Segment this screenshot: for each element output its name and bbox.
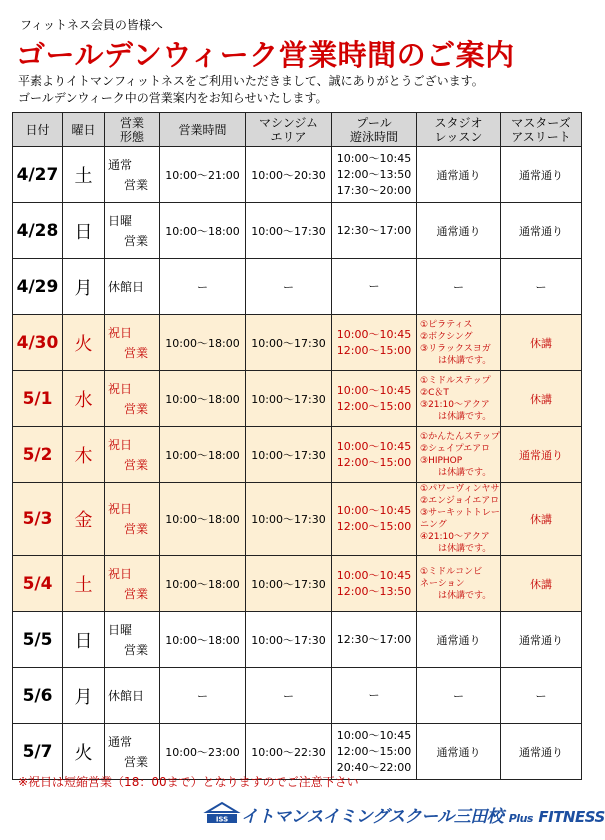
cell-masters: ー [501, 668, 582, 724]
studio-line: ネーション [420, 578, 465, 589]
cell-masters: 通常通り [501, 427, 582, 483]
table-row [13, 483, 582, 556]
cell-hours: 10:00～18:00 [160, 203, 246, 259]
pool-time: 10:00～10:45 [336, 151, 412, 165]
cell-date: 4/29 [13, 259, 63, 315]
cell-machine: ー [246, 259, 332, 315]
cell-type: 祝日 営業 [105, 427, 160, 483]
cell-hours: 10:00～18:00 [160, 556, 246, 612]
cell-masters: 通常通り [501, 147, 582, 203]
logo-text: イトマンスイミングスクール三田校 Plus FITNESS [241, 807, 605, 827]
cell-studio: 通常通り [417, 724, 501, 780]
cell-type: 日曜 営業 [105, 612, 160, 668]
cell-dow: 水 [63, 371, 105, 427]
cell-date: 4/27 [13, 147, 63, 203]
cell-studio: ー [417, 259, 501, 315]
cell-studio [417, 483, 501, 556]
pool-time: 10:00～10:45 [336, 728, 412, 742]
pool-time: 10:00～10:45 [336, 568, 412, 582]
studio-line: ②シェイプエアロ [420, 443, 491, 454]
cell-pool [332, 259, 417, 315]
studio-line: ③21:10～アクア [420, 399, 490, 410]
studio-line: は休講です。 [438, 544, 492, 554]
cell-date: 4/30 [13, 315, 63, 371]
cell-masters: 休講 [501, 556, 582, 612]
pool-time: ー [368, 688, 380, 702]
pool-time: 12:00～15:00 [336, 399, 412, 413]
cell-date: 5/2 [13, 427, 63, 483]
cell-type: 祝日 営業 [105, 556, 160, 612]
pool-time: 12:00～15:00 [336, 520, 412, 533]
cell-dow: 火 [63, 315, 105, 371]
svg-text:ISS: ISS [215, 815, 229, 824]
cell-pool [332, 556, 417, 612]
cell-dow: 金 [63, 483, 105, 556]
intro-line-2: ゴールデンウィーク中の営業案内をお知らせいたします。 [18, 91, 328, 105]
school-logo [205, 798, 605, 828]
cell-studio: 通常通り [417, 147, 501, 203]
cell-type: 祝日 営業 [105, 315, 160, 371]
cell-masters: ー [501, 259, 582, 315]
cell-masters: 通常通り [501, 612, 582, 668]
cell-hours: 10:00～23:00 [160, 724, 246, 780]
holiday-note: ※祝日は短縮営業（18：00まで）となりますのでご注意下さい [18, 775, 359, 789]
cell-pool [332, 147, 417, 203]
cell-studio [417, 556, 501, 612]
table-row [13, 724, 582, 780]
cell-machine: 10:00～17:30 [246, 315, 332, 371]
header-masters: マスターズ アスリート [501, 113, 582, 147]
table-row [13, 259, 582, 315]
cell-pool [332, 203, 417, 259]
table-row [13, 147, 582, 203]
studio-line: ①ミドルステップ [420, 375, 491, 386]
studio-line: ①かんたんステップ [420, 431, 500, 442]
cell-masters: 通常通り [501, 203, 582, 259]
cell-type: 祝日 営業 [105, 483, 160, 556]
cell-masters: 休講 [501, 483, 582, 556]
pool-time: 10:00～10:45 [336, 383, 412, 397]
table-row [13, 668, 582, 724]
cell-machine: 10:00～17:30 [246, 203, 332, 259]
pool-time: 12:00～13:50 [336, 584, 412, 598]
cell-hours: 10:00～18:00 [160, 371, 246, 427]
pool-time: 12:30～17:00 [336, 223, 412, 237]
pool-time: 20:40～22:00 [336, 760, 412, 774]
cell-studio [417, 371, 501, 427]
studio-line: は休講です。 [438, 467, 492, 478]
cell-type: 休館日 [105, 668, 160, 724]
cell-dow: 木 [63, 427, 105, 483]
cell-hours: 10:00～18:00 [160, 483, 246, 556]
cell-studio: 通常通り [417, 203, 501, 259]
pool-time: 12:00～13:50 [336, 167, 412, 181]
studio-line: ②エンジョイエアロ [420, 496, 500, 506]
header-pool: プール 遊泳時間 [332, 113, 417, 147]
cell-machine: 10:00～17:30 [246, 371, 332, 427]
cell-studio [417, 315, 501, 371]
header-studio: スタジオ レッスン [417, 113, 501, 147]
schedule-table [12, 112, 582, 780]
pool-time: 12:00～15:00 [336, 455, 412, 469]
cell-date: 5/4 [13, 556, 63, 612]
cell-pool [332, 427, 417, 483]
cell-type: 通常 営業 [105, 147, 160, 203]
cell-type: 日曜 営業 [105, 203, 160, 259]
pool-time: 10:00～10:45 [336, 439, 412, 453]
table-row [13, 612, 582, 668]
cell-machine: 10:00～17:30 [246, 556, 332, 612]
cell-type: 休館日 [105, 259, 160, 315]
cell-date: 5/5 [13, 612, 63, 668]
table-row [13, 427, 582, 483]
cell-pool [332, 315, 417, 371]
table-row [13, 556, 582, 612]
studio-line: は休講です。 [438, 590, 492, 601]
cell-machine: 10:00～17:30 [246, 483, 332, 556]
pool-time: 10:00～10:45 [336, 504, 412, 517]
table-header-row [13, 113, 582, 147]
pool-time: 17:30～20:00 [336, 183, 412, 197]
cell-type: 通常 営業 [105, 724, 160, 780]
cell-hours: ー [160, 259, 246, 315]
cell-date: 5/3 [13, 483, 63, 556]
cell-dow: 月 [63, 259, 105, 315]
cell-date: 5/7 [13, 724, 63, 780]
cell-pool [332, 483, 417, 556]
studio-line: ③リラックスヨガ [420, 343, 491, 354]
pool-time: 12:00～15:00 [336, 343, 412, 357]
cell-machine: 10:00～17:30 [246, 612, 332, 668]
cell-pool [332, 612, 417, 668]
cell-masters: 通常通り [501, 724, 582, 780]
iss-logo-icon [205, 800, 239, 824]
cell-studio: 通常通り [417, 612, 501, 668]
cell-hours: 10:00～21:00 [160, 147, 246, 203]
cell-studio: ー [417, 668, 501, 724]
cell-machine: 10:00～20:30 [246, 147, 332, 203]
cell-dow: 土 [63, 147, 105, 203]
pool-time: 12:00～15:00 [336, 744, 412, 758]
studio-line: ①パワーヴィンヤサ [420, 484, 500, 494]
cell-dow: 土 [63, 556, 105, 612]
studio-line: は休講です。 [438, 411, 492, 422]
intro-line-1: 平素よりイトマンフィットネスをご利用いただきまして、誠にありがとうございます。 [18, 74, 484, 88]
cell-dow: 日 [63, 203, 105, 259]
cell-date: 5/1 [13, 371, 63, 427]
studio-line: ①ミドルコンビ [420, 566, 483, 577]
studio-line: ③HIPHOP [420, 455, 463, 466]
studio-line: ①ピラティス [420, 319, 473, 330]
cell-pool [332, 668, 417, 724]
cell-hours: 10:00～18:00 [160, 427, 246, 483]
cell-dow: 火 [63, 724, 105, 780]
header-date: 日付 [13, 113, 63, 147]
cell-type: 祝日 営業 [105, 371, 160, 427]
cell-dow: 日 [63, 612, 105, 668]
greeting: フィットネス会員の皆様へ [20, 18, 163, 32]
studio-line: ④21:10～アクア [420, 532, 490, 542]
pool-time: 10:00～10:45 [336, 327, 412, 341]
cell-masters: 休講 [501, 315, 582, 371]
cell-hours: ー [160, 668, 246, 724]
studio-line: ③サーキットトレーニング [420, 508, 500, 530]
table-row [13, 371, 582, 427]
table-row [13, 315, 582, 371]
cell-machine: 10:00～17:30 [246, 427, 332, 483]
cell-studio [417, 427, 501, 483]
studio-line: ②C＆T [420, 387, 449, 398]
cell-pool [332, 724, 417, 780]
page-title: ゴールデンウィーク営業時間のご案内 [16, 38, 515, 72]
header-hours: 営業時間 [160, 113, 246, 147]
cell-hours: 10:00～18:00 [160, 612, 246, 668]
cell-dow: 月 [63, 668, 105, 724]
studio-line: は休講です。 [438, 355, 492, 366]
cell-date: 5/6 [13, 668, 63, 724]
cell-date: 4/28 [13, 203, 63, 259]
intro-text [18, 73, 484, 107]
pool-time: ー [368, 279, 380, 293]
cell-machine: ー [246, 668, 332, 724]
header-machine: マシンジム エリア [246, 113, 332, 147]
cell-hours: 10:00～18:00 [160, 315, 246, 371]
table-row [13, 203, 582, 259]
header-type: 営業 形態 [105, 113, 160, 147]
cell-masters: 休講 [501, 371, 582, 427]
studio-line: ②ボクシング [420, 331, 473, 342]
cell-pool [332, 371, 417, 427]
header-dow: 曜日 [63, 113, 105, 147]
pool-time: 12:30～17:00 [336, 632, 412, 646]
cell-machine: 10:00～22:30 [246, 724, 332, 780]
